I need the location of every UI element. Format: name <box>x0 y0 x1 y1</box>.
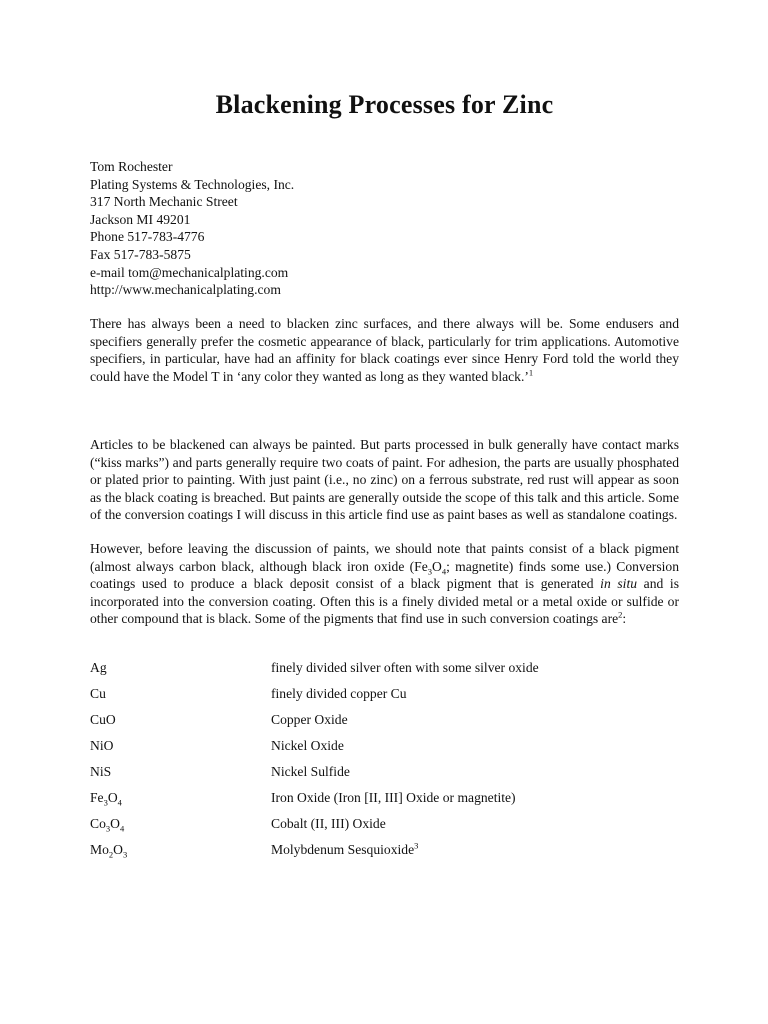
author-address-block <box>90 158 294 299</box>
symbol-part: Mo <box>90 842 109 857</box>
symbol-part: O <box>110 816 120 831</box>
table-row <box>90 686 679 712</box>
subscript: 3 <box>103 797 108 808</box>
pigment-description: Nickel Oxide <box>271 738 344 753</box>
paragraph-painting: Articles to be blackened can always be painted. But parts processed in bulk generally have contact marks (“kiss marks”) and parts generally require two coats of paint. For adhesion, the parts are usually phosphated or plated prior to painting. With just paint (i.e., no zinc) on a ferrous substrate, red rust will appear as soon as the black coating is breached. But paints are generally outside the scope of this talk and this article. Some of the conversion coatings I will discuss in this article find use as paint bases as well as standalone coatings. <box>90 437 679 523</box>
subscript: 3 <box>122 849 128 860</box>
symbol-part: O <box>113 842 123 857</box>
table-row <box>90 790 679 816</box>
subscript: 3 <box>105 823 111 834</box>
italic-term: in situ <box>600 576 638 592</box>
street-address: 317 North Mechanic Street <box>90 194 238 210</box>
pigment-description: Copper Oxide <box>271 712 348 727</box>
pigment-symbol: Ag <box>90 660 107 675</box>
website-url: http://www.mechanicalplating.com <box>90 282 281 298</box>
pigment-symbol <box>90 842 271 858</box>
city-state-zip: Jackson MI 49201 <box>90 211 191 227</box>
subscript: 4 <box>117 797 122 808</box>
pigment-table <box>90 660 679 868</box>
author-name: Tom Rochester <box>90 159 173 174</box>
symbol-part: Fe <box>90 790 104 805</box>
pigment-symbol: NiO <box>90 738 114 753</box>
table-row <box>90 712 679 738</box>
pigment-symbol: Cu <box>90 686 106 701</box>
pigment-symbol <box>90 816 271 832</box>
table-row <box>90 842 679 868</box>
footnote-ref-3: 3 <box>414 840 419 851</box>
paragraph-pigments-text-3: ; magnetite) finds some use.) Conversion coatings used to produce a black deposit consist of a black pigment that is generated <box>90 558 679 592</box>
pigment-description: Cobalt (II, III) Oxide <box>271 816 386 831</box>
paragraph-pigments-end: : <box>622 611 627 627</box>
paragraph-intro <box>90 315 679 385</box>
pigment-description: Iron Oxide (Iron [II, III] Oxide or magnetite) <box>271 790 516 805</box>
symbol-part: Co <box>90 816 106 831</box>
pigment-description: finely divided silver often with some silver oxide <box>271 660 539 675</box>
pigment-symbol: NiS <box>90 764 112 779</box>
subscript: 4 <box>119 823 125 834</box>
table-row <box>90 816 679 842</box>
table-row <box>90 764 679 790</box>
paragraph-pigments-text-1: However, before leaving the discussion of paints, we should note that paints consist of a black pigment (almost always carbon black, although black iron oxide (Fe <box>90 541 679 574</box>
paragraph-pigments-text-2: O <box>432 558 442 574</box>
paragraph-pigments-text-4: and is incorporated into the conversion coating. Often this is a finely divided metal or a metal oxide or sulfide or other compound that is black. Some of the pigments that find use in such conversion coatings are <box>90 576 679 627</box>
fax-number: Fax 517-783-5875 <box>90 246 191 262</box>
pigment-description <box>271 842 418 858</box>
paragraph-pigments <box>90 540 679 628</box>
document-title: Blackening Processes for Zinc <box>215 90 554 119</box>
pigment-description-text: Molybdenum Sesquioxide <box>271 842 415 857</box>
table-row <box>90 738 679 764</box>
subscript: 2 <box>108 849 114 860</box>
table-row <box>90 660 679 686</box>
pigment-description: Nickel Sulfide <box>271 764 350 779</box>
phone-number: Phone 517-783-4776 <box>90 229 205 245</box>
pigment-symbol <box>90 790 271 806</box>
paragraph-intro-text: There has always been a need to blacken zinc surfaces, and there always will be. Some endusers and specifiers generally prefer the cosmetic appearance of black, particularly for trim applications. Automotive specifiers, in particular, have had an affinity for black coatings ever since Henry Ford told the world they could have the Model T in ‘any color they wanted as long as they wanted black.’ <box>90 316 679 384</box>
email-address: e-mail tom@mechanicalplating.com <box>90 264 289 280</box>
subscript: 4 <box>441 566 447 577</box>
footnote-ref-2: 2 <box>618 609 623 620</box>
symbol-part: O <box>107 790 118 805</box>
company-name: Plating Systems & Technologies, Inc. <box>90 176 295 192</box>
pigment-description: finely divided copper Cu <box>271 686 407 701</box>
footnote-ref-1: 1 <box>528 367 534 378</box>
pigment-symbol: CuO <box>90 712 116 727</box>
subscript: 3 <box>427 566 433 577</box>
